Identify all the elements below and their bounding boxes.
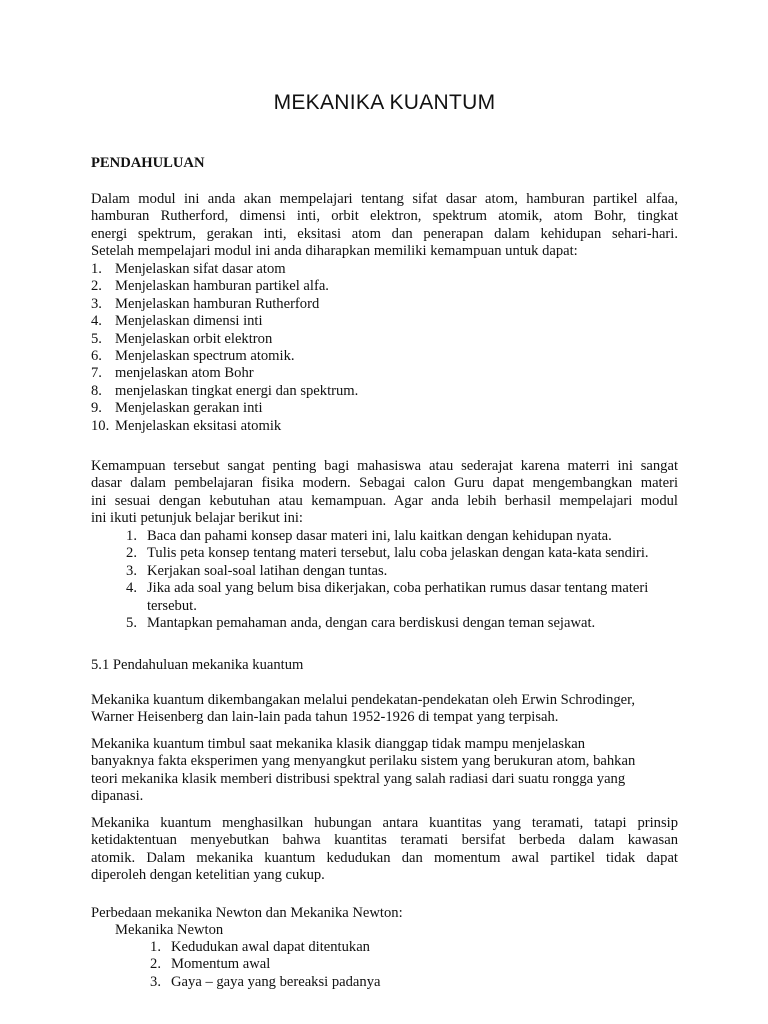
list-item (91, 296, 358, 313)
text-line: ini sesuai dengan kebutuhan atau kemampuan. Agar anda lebih berhasil mempelajari modul (91, 492, 678, 509)
text-line: Kemampuan tersebut sangat penting bagi mahasiswa atau sederajat karena materri ini sangat (91, 458, 678, 474)
item-number: 4. (126, 580, 137, 597)
list-item (91, 400, 358, 417)
item-number: 10. (91, 417, 110, 434)
item-text: Gaya – gaya yang bereaksi padanya (171, 973, 381, 990)
newton-list (137, 939, 381, 991)
list-item (91, 348, 358, 365)
history-paragraph (91, 692, 678, 727)
text-line: Dalam modul ini anda akan mempelajari tentang sifat dasar atom, hamburan partikel alfaa, (91, 191, 678, 207)
text-line: teori mekanika klasik memberi distribusi spektral yang salah radiasi dari suatu rongga yang (91, 770, 626, 787)
item-text: Menjelaskan eksitasi atomik (115, 417, 282, 434)
list-item (113, 528, 678, 545)
item-number: 8. (91, 382, 102, 399)
text-line: energi spektrum, gerakan inti, eksitasi atom dan penerapan dalam kehidupan sehari-hari. (91, 225, 678, 242)
item-text: Tulis peta konsep tentang materi tersebut, lalu coba jelaskan dengan kata-kata sendiri. (147, 545, 649, 562)
item-number: 1. (126, 528, 137, 544)
item-text: menjelaskan atom Bohr (115, 365, 254, 382)
list-item (91, 418, 358, 435)
text-line: Setelah mempelajari modul ini anda diharapkan memiliki kemampuan untuk dapat: (91, 243, 578, 260)
item-text: Momentum awal (171, 956, 271, 973)
item-text: Menjelaskan sifat dasar atom (115, 261, 286, 277)
list-item (91, 261, 358, 278)
section-heading: PENDAHULUAN (91, 155, 205, 171)
document-title: MEKANIKA KUANTUM (273, 91, 496, 114)
item-text: Kedudukan awal dapat ditentukan (171, 939, 370, 955)
item-number: 1. (150, 939, 161, 955)
objectives-list (91, 261, 358, 435)
item-text: Menjelaskan orbit elektron (115, 330, 273, 347)
text-line: diperoleh dengan ketelitian yang cukup. (91, 867, 325, 884)
text-line: Mekanika kuantum timbul saat mekanika klasik dianggap tidak mampu menjelaskan (91, 736, 586, 752)
item-text: Menjelaskan hamburan partikel alfa. (115, 278, 329, 295)
newton-heading: Mekanika Newton (115, 922, 224, 938)
item-number: 3. (150, 973, 161, 990)
item-text: menjelaskan tingkat energi dan spektrum. (115, 382, 359, 399)
subsection-title: 5.1 Pendahuluan mekanika kuantum (91, 657, 304, 673)
text-line: ini ikuti petunjuk belajar berikut ini: (91, 510, 303, 527)
item-text: Menjelaskan dimensi inti (115, 313, 263, 330)
item-number: 2. (126, 545, 137, 562)
item-number: 2. (150, 956, 161, 973)
intro-paragraph (91, 191, 678, 261)
item-number: 2. (91, 278, 102, 295)
text-line: hamburan Rutherford, dimensi inti, orbit elektron, spektrum atomik, atom Bohr, tingkat (91, 208, 678, 225)
item-text: Baca dan pahami konsep dasar materi ini, lalu kaitkan dengan kehidupan nyata. (147, 528, 612, 544)
item-number: 9. (91, 400, 102, 417)
list-item (91, 331, 358, 348)
list-item (137, 939, 381, 956)
text-line: ketidaktentuan menyebutkan bahwa kuantitas teramati bersifat berbeda dalam kawasan (91, 832, 678, 849)
item-text: Menjelaskan gerakan inti (115, 400, 263, 417)
comparison-heading: Perbedaan mekanika Newton dan Mekanika Newton: (91, 905, 403, 921)
list-item (113, 580, 678, 615)
origin-paragraph (91, 736, 678, 806)
text-line: banyaknya fakta eksperimen yang menyangkut perilaku sistem yang berukuran atom, bahkan (91, 753, 636, 770)
list-item (91, 278, 358, 295)
list-item (91, 383, 358, 400)
list-item (113, 545, 678, 562)
list-item (113, 615, 678, 632)
item-text: Menjelaskan spectrum atomik. (115, 348, 295, 365)
item-number: 3. (126, 562, 137, 579)
list-item (137, 956, 381, 973)
item-text: Mantapkan pemahaman anda, dengan cara berdiskusi dengan teman sejawat. (147, 615, 596, 632)
item-number: 6. (91, 348, 102, 365)
list-item (137, 974, 381, 991)
item-text: Menjelaskan hamburan Rutherford (115, 295, 320, 312)
item-text: Jika ada soal yang belum bisa dikerjakan, coba perhatikan rumus dasar tentang materi tersebut. (147, 580, 649, 614)
list-item (91, 365, 358, 382)
text-line: dasar dalam pembelajaran fisika modern. Sebagai calon Guru dapat mengembangkan materi (91, 475, 678, 492)
item-number: 7. (91, 365, 102, 382)
item-number: 3. (91, 295, 102, 312)
ability-paragraph (91, 458, 678, 528)
text-line: Mekanika kuantum dikembangakan melalui pendekatan-pendekatan oleh Erwin Schrodinger, (91, 692, 636, 708)
text-line: Warner Heisenberg dan lain-lain pada tahun 1952-1926 di tempat yang terpisah. (91, 709, 559, 726)
item-number: 4. (91, 313, 102, 330)
list-item (91, 313, 358, 330)
text-line: atomik. Dalam mekanika kuantum kedudukan dan momentum awal partikel tidak dapat (91, 849, 678, 866)
item-number: 1. (91, 261, 102, 277)
study-steps-list (113, 528, 678, 632)
item-text: Kerjakan soal-soal latihan dengan tuntas. (147, 562, 388, 579)
text-line: Mekanika kuantum menghasilkan hubungan antara kuantitas yang teramati, tatapi prinsip (91, 815, 678, 831)
text-line: dipanasi. (91, 788, 144, 805)
list-item (113, 563, 678, 580)
uncertainty-paragraph (91, 815, 678, 885)
item-number: 5. (126, 615, 137, 632)
item-number: 5. (91, 330, 102, 347)
